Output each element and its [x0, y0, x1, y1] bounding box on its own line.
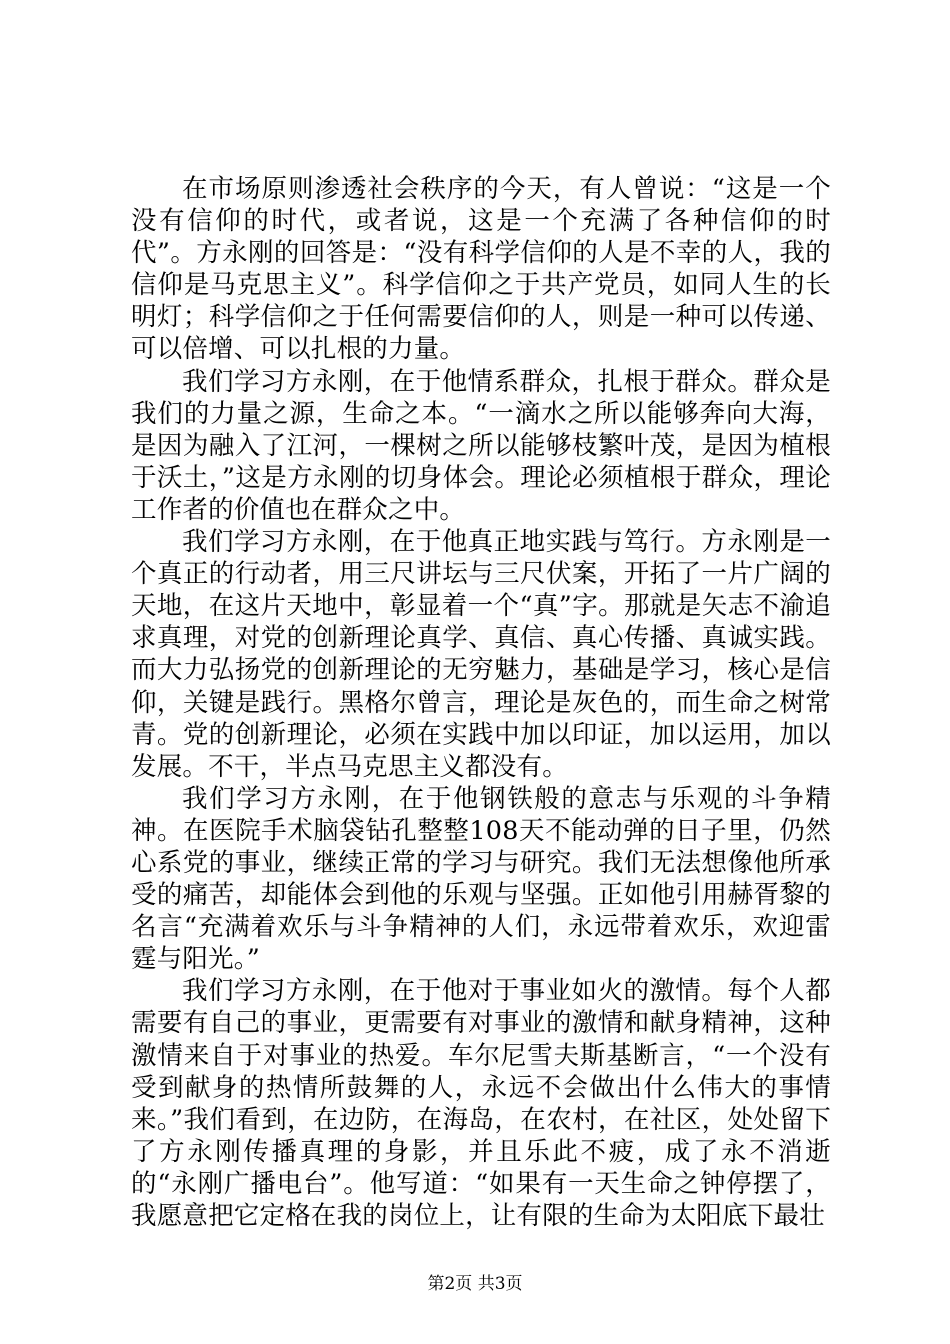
document-body	[131, 173, 831, 1232]
page-footer	[0, 1273, 950, 1295]
paragraph-5: 我们学习方永刚，在于他对于事业如火的激情。每个人都需要有自己的事业，更需要有对事业的激情和献身精神，这种激情来自于对事业的热爱。车尔尼雪夫斯基断言，“一个没有受到献身的热情所鼓舞的人，永远不会做出什么伟大的事情来。”我们看到，在边防，在海岛，在农村，在社区，处处留下了方永刚传播真理的身影，并且乐此不疲，成了永不消逝的“永刚广播电台”。他写道：“如果有一天生命之钟停摆了，我愿意把它定格在我的岗位上，让有限的生命为太阳底下最壮	[131, 976, 831, 1231]
paragraph-3: 我们学习方永刚，在于他真正地实践与笃行。方永刚是一个真正的行动者，用三尺讲坛与三尺伏案，开拓了一片广阔的天地，在这片天地中，彰显着一个“真”字。那就是矢志不渝追求真理，对党的创新理论真学、真信、真心传播、真诚实践。而大力弘扬党的创新理论的无穷魅力，基础是学习，核心是信仰，关键是践行。黑格尔曾言，理论是灰色的，而生命之树常青。党的创新理论，必须在实践中加以印证，加以运用，加以发展。不干，半点马克思主义都没有。	[131, 527, 831, 782]
paragraph-2: 我们学习方永刚，在于他情系群众，扎根于群众。群众是我们的力量之源，生命之本。“一滴水之所以能够奔向大海，是因为融入了江河，一棵树之所以能够枝繁叶茂，是因为植根于沃土，”这是方永刚的切身体会。理论必须植根于群众，理论工作者的价值也在群众之中。	[131, 366, 831, 525]
paragraph-4: 我们学习方永刚，在于他钢铁般的意志与乐观的斗争精神。在医院手术脑袋钻孔整整108天不能动弹的日子里，仍然心系党的事业，继续正常的学习与研究。我们无法想像他所承受的痛苦，却能体会到他的乐观与坚强。正如他引用赫胥黎的名言“充满着欢乐与斗争精神的人们，永远带着欢乐，欢迎雷霆与阳光。”	[131, 783, 831, 975]
paragraph-1: 在市场原则渗透社会秩序的今天，有人曾说：“这是一个没有信仰的时代，或者说，这是一个充满了各种信仰的时代”。方永刚的回答是：“没有科学信仰的人是不幸的人，我的信仰是马克思主义”。科学信仰之于共产党员，如同人生的长明灯；科学信仰之于任何需要信仰的人，则是一种可以传递、可以倍增、可以扎根的力量。	[131, 174, 831, 365]
page-number: 第2页 共3页	[427, 1274, 523, 1294]
